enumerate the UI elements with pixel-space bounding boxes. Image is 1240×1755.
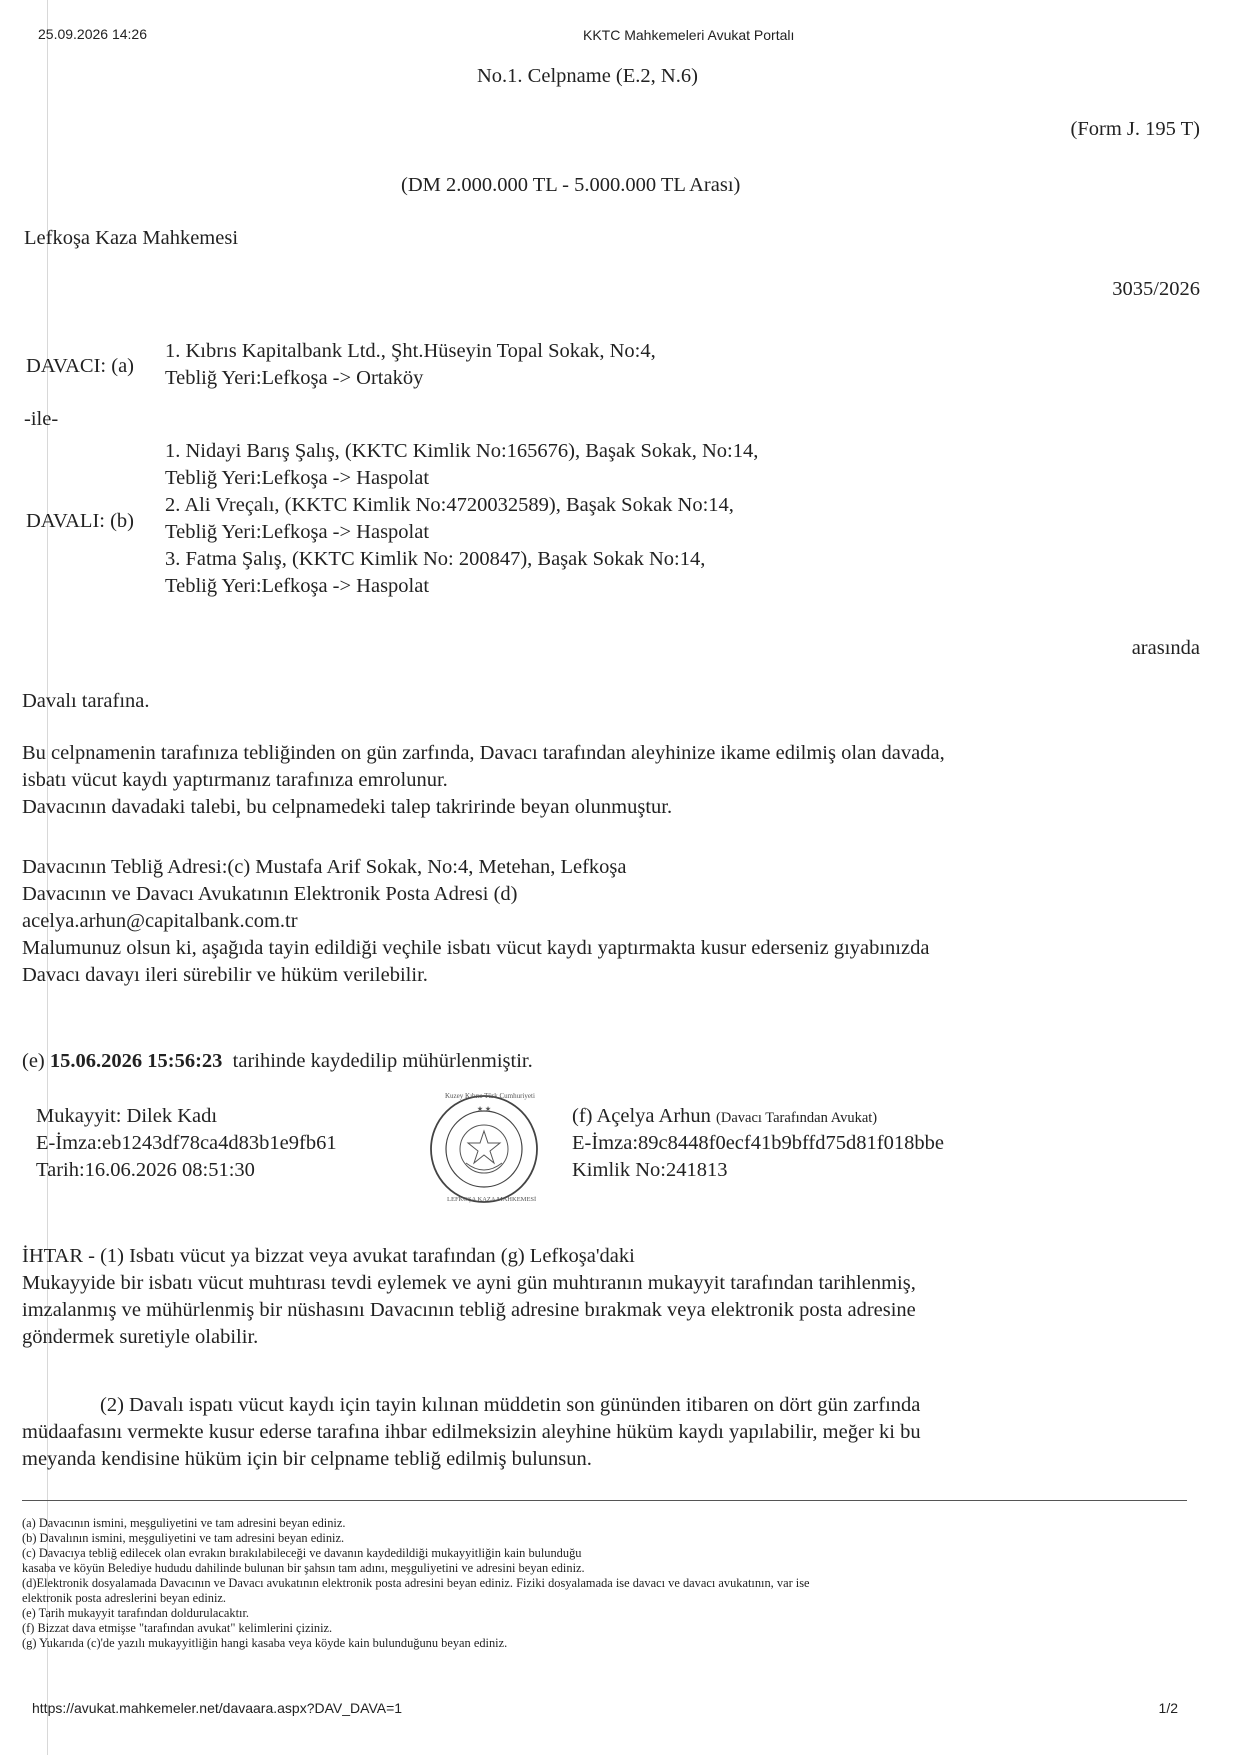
print-datetime: 25.09.2026 14:26 xyxy=(38,26,147,42)
body-para-line-2: isbatı vücut kaydı yaptırmanız tarafınıza emrolunur. xyxy=(22,769,448,791)
ihtar-line-1: İHTAR - (1) Isbatı vücut ya bizzat veya avukat tarafından (g) Lefkoşa'daki xyxy=(22,1245,635,1267)
registrar-date: Tarih:16.06.2026 08:51:30 xyxy=(36,1159,255,1181)
amount-range: (DM 2.000.000 TL - 5.000.000 TL Arası) xyxy=(401,174,741,196)
footnote-c-cont: kasaba ve köyün Belediye hududu dahilinde bulunan bir şahsın tam adını, meşguliyetini ve adresini beyan ediniz. xyxy=(22,1561,585,1575)
footnote-g: (g) Yukarıda (c)'de yazılı mukayyitliğin hangi kasaba veya köyde kain bulunduğunu beyan ediniz. xyxy=(22,1636,508,1650)
document-title: No.1. Celpname (E.2, N.6) xyxy=(477,65,698,87)
footnote-d: (d)Elektronik dosyalamada Davacının ve Davacı avukatının elektronik posta adresini beyan ediniz. Fiziki dosyalamada ise davacı ve davacı avukatının, var ise xyxy=(22,1576,810,1590)
footnote-divider xyxy=(22,1500,1187,1501)
registration-line xyxy=(22,1050,533,1073)
footnote-f: (f) Bizzat dava etmişse "tarafından avukat" kelimlerini çiziniz. xyxy=(22,1621,333,1635)
defendant-line-5: 3. Fatma Şalış, (KKTC Kimlik No: 200847), Başak Sokak No:14, xyxy=(165,548,706,570)
ihtar-para2-line-2: müdaafasını vermekte kusur ederse tarafına ihbar edilmeksizin aleyhine hüküm kaydı yapılabilir, meğer ki bu xyxy=(22,1421,921,1443)
footnote-c: (c) Davacıya tebliğ edilecek olan evrakın bırakılabileceği ve davanın kaydedildiği mukayyitliğin kain bulunduğu xyxy=(22,1546,582,1560)
lawyer-name-line xyxy=(572,1105,877,1128)
body-para-line-1: Bu celpnamenin tarafınıza tebliğinden on gün zarfında, Davacı tarafından aleyhinize ikame edilmiş olan davada, xyxy=(22,742,945,764)
portal-title: KKTC Mahkemeleri Avukat Portalı xyxy=(583,27,795,43)
registrar-esign: E-İmza:eb1243df78ca4d83b1e9fb61 xyxy=(36,1132,337,1154)
defendant-line-6: Tebliğ Yeri:Lefkoşa -> Haspolat xyxy=(165,575,430,597)
ihtar-line-3: imzalanmış ve mühürlenmiş bir nüshasını Davacının tebliğ adresine bırakmak veya elektronik posta adresine xyxy=(22,1299,916,1321)
defendant-line-1: 1. Nidayi Barış Şalış, (KKTC Kimlik No:165676), Başak Sokak, No:14, xyxy=(165,440,759,462)
defendant-line-4: Tebliğ Yeri:Lefkoşa -> Haspolat xyxy=(165,521,430,543)
lawyer-id: Kimlik No:241813 xyxy=(572,1159,728,1181)
warning-line-1: Malumunuz olsun ki, aşağıda tayin edildiği veçhile isbatı vücut kaydı yaptırmakta kusur ederseniz gıyabınızda xyxy=(22,937,930,959)
defendant-line-2: Tebliğ Yeri:Lefkoşa -> Haspolat xyxy=(165,467,430,489)
plaintiff-label: DAVACI: (a) xyxy=(26,355,135,377)
footnote-a: (a) Davacının ismini, meşguliyetini ve tam adresini beyan ediniz. xyxy=(22,1516,346,1530)
body-para-line-3: Davacının davadaki talebi, bu celpnamedeki talep takririnde beyan olunmuştur. xyxy=(22,796,673,818)
plaintiff-email: acelya.arhun@capitalbank.com.tr xyxy=(22,910,298,932)
plaintiff-address: Davacının Tebliğ Adresi:(c) Mustafa Arif Sokak, No:4, Metehan, Lefkoşa xyxy=(22,856,627,878)
defendant-line-3: 2. Ali Vreçalı, (KKTC Kimlik No:4720032589), Başak Sokak No:14, xyxy=(165,494,734,516)
court-seal xyxy=(428,1093,540,1205)
plaintiff-line-1: 1. Kıbrıs Kapitalbank Ltd., Şht.Hüseyin Topal Sokak, No:4, xyxy=(165,340,656,362)
ihtar-para2-line-1: (2) Davalı ispatı vücut kaydı için tayin kılınan müddetin son gününden itibaren on dört gün zarfında xyxy=(100,1394,921,1416)
svg-text:★ ★: ★ ★ xyxy=(476,1105,492,1113)
registration-suffix: tarihinde kaydedilip mühürlenmiştir. xyxy=(232,1050,533,1072)
registration-prefix: (e) xyxy=(22,1050,45,1072)
ihtar-line-4: göndermek suretiyle olabilir. xyxy=(22,1326,259,1348)
ihtar-para2-line-3: meyanda kendisine hüküm için bir celpname tebliğ edilmiş bulunsun. xyxy=(22,1448,592,1470)
defendant-label: DAVALI: (b) xyxy=(26,510,135,532)
court-name: Lefkoşa Kaza Mahkemesi xyxy=(24,227,239,249)
seal-bottom-text: LEFKOŞA KAZA MAHKEMESİ xyxy=(447,1196,537,1203)
lawyer-esign: E-İmza:89c8448f0ecf41b9bffd75d81f018bbe xyxy=(572,1132,944,1154)
lawyer-role: (Davacı Tarafından Avukat) xyxy=(716,1110,878,1126)
page-url: https://avukat.mahkemeler.net/davaara.aspx?DAV_DAVA=1 xyxy=(32,1700,403,1716)
page-number: 1/2 xyxy=(1158,1700,1178,1716)
warning-line-2: Davacı davayı ileri sürebilir ve hüküm verilebilir. xyxy=(22,964,428,986)
ile-separator: -ile- xyxy=(24,408,59,430)
ihtar-line-2: Mukayyide bir isbatı vücut muhtırası tevdi eylemek ve ayni gün muhtıranın mukayyit tarafından tarihlenmiş, xyxy=(22,1272,916,1294)
seal-top-text: Kuzey Kıbrıs Türk Cumhuriyeti xyxy=(445,1092,535,1100)
footnote-b: (b) Davalının ismini, meşguliyetini ve tam adresini beyan ediniz. xyxy=(22,1531,345,1545)
registration-datetime: 15.06.2026 15:56:23 xyxy=(49,1050,223,1072)
email-heading: Davacının ve Davacı Avukatının Elektronik Posta Adresi (d) xyxy=(22,883,518,905)
arasinda: arasında xyxy=(1131,637,1200,659)
addressee: Davalı tarafına. xyxy=(22,690,150,712)
footnote-e: (e) Tarih mukayyit tarafından doldurulacaktır. xyxy=(22,1606,250,1620)
lawyer-name: (f) Açelya Arhun xyxy=(572,1105,711,1127)
form-number: (Form J. 195 T) xyxy=(1070,118,1200,140)
case-number: 3035/2026 xyxy=(1112,278,1200,300)
footnote-d-cont: elektronik posta adreslerini beyan ediniz. xyxy=(22,1591,227,1605)
plaintiff-line-2: Tebliğ Yeri:Lefkoşa -> Ortaköy xyxy=(165,367,424,389)
registrar-name: Mukayyit: Dilek Kadı xyxy=(36,1105,218,1127)
